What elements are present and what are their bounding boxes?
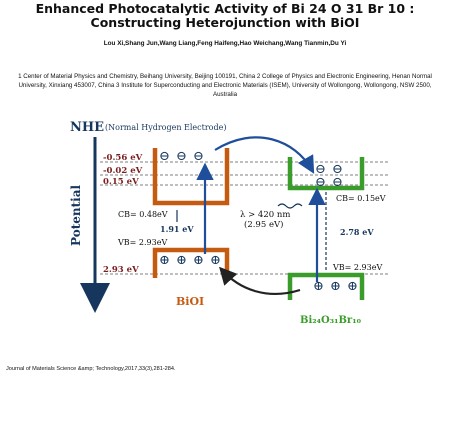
electron-2: ⊖ — [176, 149, 187, 164]
level-label-1: -0.56 eV — [103, 153, 143, 163]
electron-3: ⊖ — [193, 149, 204, 164]
level-label-4: 2.93 eV — [103, 265, 139, 275]
paper-title: Enhanced Photocatalytic Activity of Bi 24 O 31 Br 10 : Constructing Heterojunction with BiOI — [35, 1, 415, 30]
bibr-gap-label: 2.78 eV — [340, 227, 374, 237]
hole-1: ⊕ — [159, 253, 170, 268]
hole-6: ⊕ — [330, 279, 341, 294]
bioi-vb-label: VB= 2.93eV — [118, 238, 168, 247]
bioi-holes — [159, 253, 221, 268]
journal-citation: Journal of Materials Science &amp; Technology,2017,33(3),281-284. — [6, 366, 176, 372]
bibr-cb-label: CB= 0.15eV — [336, 194, 386, 203]
bioi-cb-label: CB= 0.48eV — [118, 210, 168, 219]
nhe-subtitle: (Normal Hydrogen Electrode) — [105, 123, 227, 132]
electron-transfer-arrow — [215, 137, 312, 170]
potential-axis-label: Potential — [69, 184, 83, 246]
nhe-label: NHE — [70, 120, 105, 135]
level-label-2: -0.02 eV — [103, 166, 143, 176]
electron-7: ⊖ — [332, 175, 343, 190]
light-energy: (2.95 eV) — [244, 220, 284, 230]
bioi-electrons — [159, 149, 204, 164]
electron-4: ⊖ — [315, 162, 326, 177]
hole-7: ⊕ — [347, 279, 358, 294]
paper-authors: Lou Xi,Shang Jun,Wang Liang,Feng Haifeng,Hao Weichang,Wang Tianmin,Du Yi — [103, 40, 347, 47]
bioi-name: BiOI — [176, 295, 205, 308]
hole-3: ⊕ — [193, 253, 204, 268]
hole-5: ⊕ — [313, 279, 324, 294]
paper-affiliation: 1 Center of Material Physics and Chemistry, Beihang University, Beijing 100191, China 2 College of Physics and Electronic Engineering, Henan Normal University, Xinxiang 453007, China 3 Institute for Superconducting and Electronic Materials (ISEM), University of Wollongong, Wollongong, NSW 2500, Australia — [18, 73, 432, 98]
electron-5: ⊖ — [332, 162, 343, 177]
electron-6: ⊖ — [315, 175, 326, 190]
light-wave-icon — [278, 204, 302, 208]
hole-4: ⊕ — [210, 253, 221, 268]
level-label-3: 0.15 eV — [103, 177, 139, 187]
bibr-vb-label: VB= 2.93eV — [333, 263, 383, 272]
hole-2: ⊕ — [176, 253, 187, 268]
light-wavelength: λ > 420 nm — [240, 210, 291, 220]
bibr-holes — [313, 279, 358, 294]
bioi-gap-label: 1.91 eV — [160, 224, 194, 234]
bibr-name: Bi₂₄O₃₁Br₁₀ — [300, 315, 361, 326]
electron-1: ⊖ — [159, 149, 170, 164]
